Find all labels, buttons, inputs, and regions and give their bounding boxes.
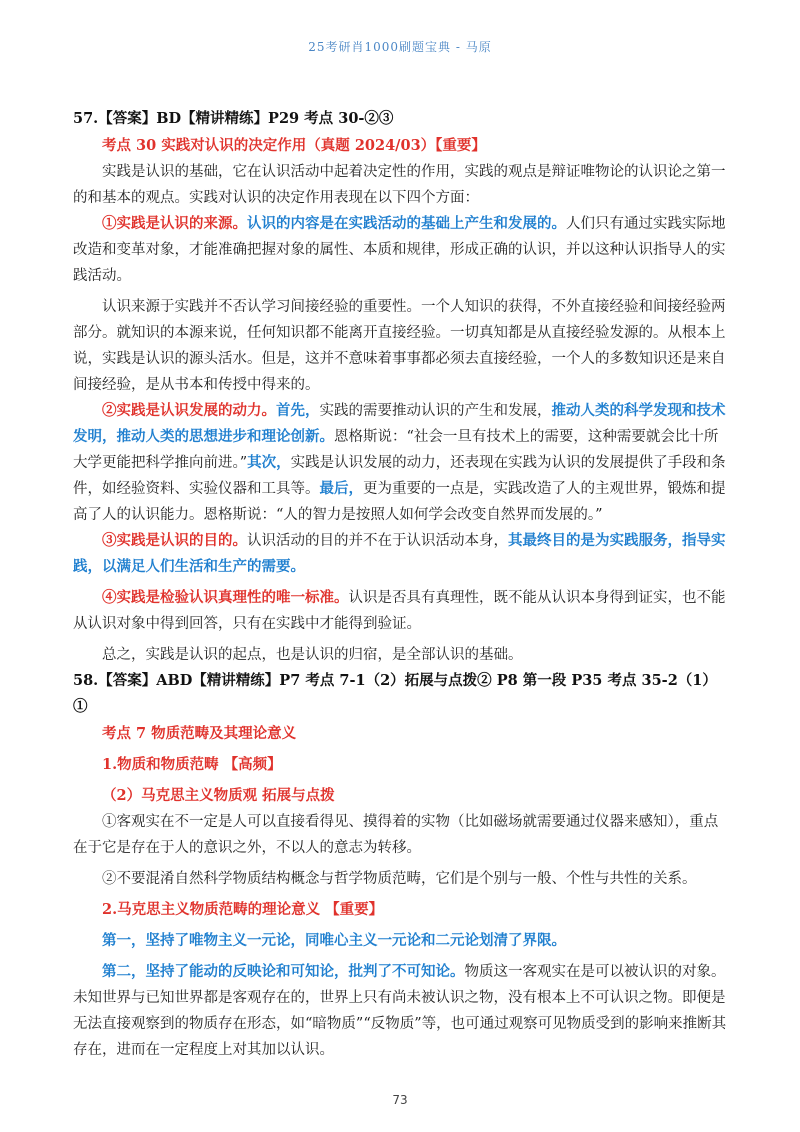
q57-point-2-key: 推动人类的科学发现和技术发明，推动人类的思想进步和理论创新。 (73, 402, 726, 445)
q58-first: 第一，坚持了唯物主义一元论，同唯心主义一元论和二元论划清了界限。 (102, 932, 566, 949)
q57-point-2-text-1: 实践的需要推动认识的产生和发展， (319, 403, 552, 419)
q57-point-1-key: 认识的内容是在实践活动的基础上产生和发展的。 (247, 215, 566, 232)
q58-second (73, 959, 728, 1063)
q57-point-2-quote-1: 恩格斯说：“社会一旦有技术上的需要，这种需要就会比十所大学更能把科学推向前进。” (73, 429, 719, 471)
q57-point-2-second: 其次， (247, 454, 291, 471)
q58-second-key: 第二，坚持了能动的反映论和可知论，批判了不可知论。 (102, 963, 465, 980)
q57-point-4-title: ④实践是检验认识真理性的唯一标准。 (102, 589, 349, 606)
q58-second-text: 物质这一客观实在是可以被认识的对象。未知世界与已知世界都是客观存在的，世界上只有尚未被认识之物，没有根本上不可认识之物。即便是无法直接观察到的物质存在形态，如“暗物质”“反物质”等，也可通过观察可见物质受到的影响来推断其存在，进而在一定程度上对其加以认识。 (73, 964, 727, 1058)
question-58-header: 58.【答案】ABD【精讲精练】P7 考点 7-1（2）拓展与点拨② P8 第一段 P35 考点 35-2（1）① (73, 672, 717, 715)
q57-point-3-key: 其最终目的是为实践服务，指导实践，以满足人们生活和生产的需要。 (73, 532, 726, 575)
q58-subheading-1: 1.物质和物质范畴 【高频】 (102, 756, 282, 773)
q58-item-2: ②不要混淆自然科学物质结构概念与哲学物质范畴，它们是个别与一般、个性与共性的关系。 (102, 871, 697, 887)
q58-subheading-1-2: （2）马克思主义物质观 拓展与点拨 (102, 787, 335, 804)
q58-topic: 考点 7 物质范畴及其理论意义 (102, 725, 297, 742)
q57-point-2 (73, 398, 728, 528)
q58-subheading-2: 2.马克思主义物质范畴的理论意义 【重要】 (102, 901, 384, 918)
q57-point-2-first: 首先， (276, 402, 320, 419)
question-57-header: 57.【答案】BD【精讲精练】P29 考点 30-②③ (73, 110, 394, 127)
q57-intro: 实践是认识的基础，它在认识活动中起着决定性的作用，实践的观点是辩证唯物论的认识论之第一的和基本的观点。实践对认识的决定作用表现在以下四个方面： (73, 164, 726, 206)
q57-point-2-last: 最后， (319, 480, 363, 497)
q57-point-3-text: 认识活动的目的并不在于认识活动本身， (247, 533, 508, 549)
q57-point-2-text-2: 实践是认识发展的动力，还表现在实践为认识的发展提供了手段和条件，如经验资料、实验仪器和工具等。 (73, 455, 726, 497)
q57-point-4 (73, 585, 728, 637)
q57-summary: 总之，实践是认识的起点，也是认识的归宿，是全部认识的基础。 (102, 647, 523, 663)
q57-point-1-title: ①实践是认识的来源。 (102, 215, 247, 232)
q57-point-3-title: ③实践是认识的目的。 (102, 532, 247, 549)
q57-point-2-title: ②实践是认识发展的动力。 (102, 402, 276, 419)
page-number: 73 (392, 1093, 408, 1107)
q58-item-1: ①客观实在不一定是人可以直接看得见、摸得着的实物（比如磁场就需要通过仪器来感知），重点在于它是存在于人的意识之外，不以人的意志为转移。 (73, 814, 719, 856)
q57-point-1-extra: 认识来源于实践并不否认学习间接经验的重要性。一个人知识的获得，不外直接经验和间接经验两部分。就知识的本源来说，任何知识都不能离开直接经验。一切真知都是从直接经验发源的。从根本上说，实践是认识的源头活水。但是，这并不意味着事事都必须去直接经验，一个人的多数知识还是来自间接经验，是从书本和传授中得来的。 (73, 299, 726, 393)
q57-point-1-text: 人们只有通过实践实际地改造和变革对象，才能准确把握对象的属性、本质和规律，形成正确的认识，并以这种认识指导人的实践活动。 (73, 216, 726, 284)
q57-point-3 (73, 528, 728, 580)
q57-point-1 (73, 211, 728, 289)
page-header: 25考研肖1000刷题宝典 - 马原 (308, 40, 492, 54)
q57-point-4-text: 认识是否具有真理性，既不能从认识本身得到证实，也不能从认识对象中得到回答，只有在实践中才能得到验证。 (73, 590, 726, 632)
q57-point-2-quote-2: 更为重要的一点是，实践改造了人的主观世界，锻炼和提高了人的认识能力。恩格斯说：“人的智力是按照人如何学会改变自然界而发展的。” (73, 481, 726, 523)
q57-topic: 考点 30 实践对认识的决定作用（真题 2024/03）【重要】 (102, 137, 486, 154)
page-content (73, 106, 728, 1063)
